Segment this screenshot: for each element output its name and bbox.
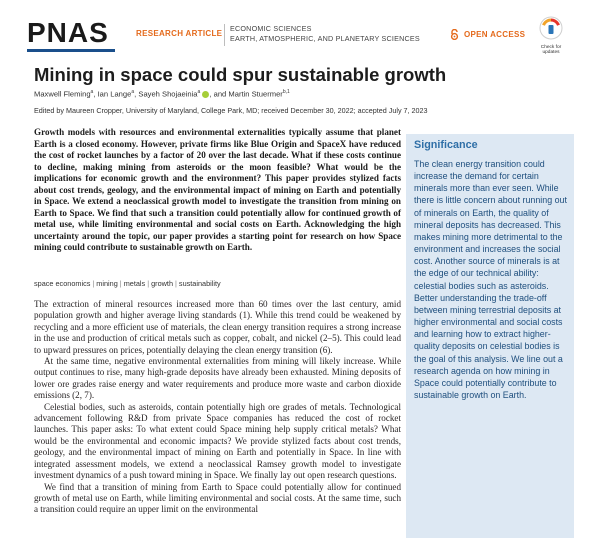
open-access-badge[interactable] (450, 29, 525, 40)
author-affiliation: a (131, 89, 135, 95)
author-name[interactable]: Sayeh Shojaeinia (138, 89, 198, 99)
editor-dates-line: Edited by Maureen Cropper, University of Maryland, College Park, MD; received December 30, 2022; accepted July 7, 2023 (34, 106, 428, 115)
check-for-updates-badge[interactable] (531, 16, 571, 54)
author-list (34, 89, 290, 99)
author-name[interactable]: Ian Lange (97, 89, 132, 99)
updates-icon (539, 16, 563, 40)
open-lock-icon (450, 29, 459, 40)
keyword[interactable]: growth (151, 279, 174, 288)
body-text (34, 299, 401, 516)
author-separator: , (93, 89, 98, 99)
author-separator: , and (209, 89, 229, 99)
body-paragraph: We find that a transition of mining from Earth to Space could potentially allow for continued growth of metal use on Earth, while limiting environmental and social costs. At the same time, such a transition could require an upper limit on the environmental (34, 481, 401, 515)
keyword-separator: | (119, 279, 122, 288)
author-separator: , (134, 89, 139, 99)
author-affiliation: a (90, 89, 94, 95)
abstract: Growth models with resources and environmental externalities typically assume that planet Earth is a closed economy. However, private firms like Blue Origin and SpaceX have reduced the cost of rocket launches by a factor of 20 over the last decade. What if these costs continue to decline, making mining from asteroids or the moon feasible? What would be the implications for economic growth and the environment? This paper provides stylized facts about cost trends, geology, and the environmental impact of mining on Earth and potentially in Space. We extend a neoclassical growth model to investigate the transition from mining on Earth to Space. We find that such a transition could potentially allow for continued growth of metal use, while limiting environmental and social costs on Earth. Acknowledging the high uncertainty around the topic, our paper provides a starting point for research on how Space mining could contribute to sustainable growth on Earth. (34, 127, 401, 253)
category-item[interactable]: EARTH, ATMOSPHERIC, AND PLANETARY SCIENCES (230, 34, 420, 43)
significance-text: The clean energy transition could increase the demand for certain minerals more than ever seen. While there is little concern about running out of minerals on Earth, the quality of mineral deposits has decreased. This makes mining more detrimental to the environment and increases the social cost. Another source of minerals is at the edge of our technical ability: celestial bodies such as asteroids. Better understanding the trade-off between mining terrestrial deposits at higher environmental and social costs and learning how to extract higher-quality deposits on celestial bodies is the goal of this analysis. We line out a research agenda on how mining in Space could potentially contribute to sustainable growth on Earth. (414, 159, 567, 400)
keywords (34, 279, 221, 288)
author-affiliation: a (197, 89, 201, 95)
keyword-separator: | (147, 279, 150, 288)
significance-title: Significance (414, 139, 478, 151)
category-item[interactable]: ECONOMIC SCIENCES (230, 24, 312, 33)
keyword[interactable]: metals (123, 279, 146, 288)
category-list (230, 24, 420, 44)
article-title: Mining in space could spur sustainable growth (34, 64, 447, 85)
keyword[interactable]: sustainability (178, 279, 221, 288)
updates-line2: updates (542, 50, 560, 56)
body-paragraph: Celestial bodies, such as asteroids, contain potentially high ore grades of metals. Technological advancement following R&D from private Space companies has reduced the cost of rocket launches. This paper asks: To what extent could Space mining help supply critical metals? What would be the environmental and economic impacts? We provide stylized facts about cost trends, geology, and the environmental impact of mining on Earth and potentially in Space. In line with integrated assessment models, we extend a neoclassical Ramsey growth model to investigate investment dynamics of a push toward mining in Space. We finally lay out open research questions. (34, 401, 401, 481)
keyword[interactable]: space economics (34, 279, 91, 288)
keyword-separator: | (92, 279, 95, 288)
author-affiliation: b,1 (282, 89, 290, 95)
updates-line1: Check for (540, 45, 562, 50)
pnas-logo[interactable]: PNAS (27, 17, 109, 48)
author-name[interactable]: Martin Stuermer (228, 89, 283, 99)
article-type-label: RESEARCH ARTICLE (136, 29, 223, 38)
logo-underline (27, 49, 115, 52)
keyword[interactable]: mining (96, 279, 118, 288)
header-divider (224, 24, 225, 46)
body-paragraph: At the same time, negative environmental externalities from mining will likely increase. While output continues to rise, many high-grade deposits have already been exhausted. Mining deposits of lower ore grades raise energy and water requirements and produce more waste and carbon dioxide emissions (2, 7). (34, 356, 401, 401)
author-name[interactable]: Maxwell Fleming (34, 89, 91, 99)
open-access-label: OPEN ACCESS (464, 30, 526, 39)
keyword-separator: | (175, 279, 177, 288)
body-paragraph: The extraction of mineral resources increased more than 60 times over the last century, amid population growth and higher average living standards (1). While this trend could be weakened by recycling and a more efficient use of materials, the clean energy transition requires a strong increase in the use and production of critical metals such as copper, cobalt, and nickel (2–5). This could lead to upward pressures on prices, potentially delaying the clean energy transition (6). (34, 299, 401, 355)
